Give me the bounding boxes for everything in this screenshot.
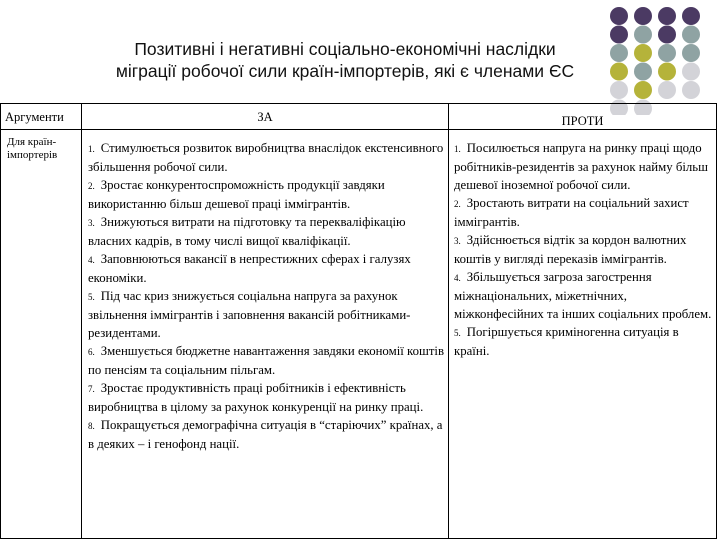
pro-list bbox=[82, 130, 449, 539]
decorative-dot bbox=[682, 63, 700, 81]
list-item-text: Здійснюється відтік за кордон валютних коштів у вигляді переказів іммігрантів. bbox=[454, 233, 687, 266]
list-item bbox=[454, 323, 712, 360]
list-item bbox=[454, 139, 712, 194]
decorative-dot bbox=[610, 44, 628, 62]
list-item-number: 4. bbox=[88, 255, 95, 265]
list-item bbox=[88, 416, 444, 453]
list-item bbox=[88, 250, 444, 287]
decorative-dot bbox=[610, 7, 628, 25]
title-line-1: Позитивні і негативні соціально-економічні наслідки bbox=[134, 39, 556, 59]
list-item-text: Зростає конкурентоспроможність продукції завдяки використанню більш дешевої праці іммігрантів. bbox=[88, 178, 385, 211]
decorative-dot bbox=[634, 63, 652, 81]
list-item bbox=[88, 139, 444, 176]
list-item-number: 3. bbox=[454, 236, 461, 246]
decorative-dot bbox=[682, 26, 700, 44]
list-item-number: 5. bbox=[454, 328, 461, 338]
decorative-dot bbox=[658, 26, 676, 44]
header-arguments: Аргументи bbox=[1, 104, 82, 130]
list-item-text: Збільшується загроза загострення міжнаціональних, міжетнічних, міжконфесійних та інших соціальних проблем. bbox=[454, 270, 712, 321]
decorative-dot bbox=[658, 81, 676, 99]
decorative-dot bbox=[610, 26, 628, 44]
list-item-number: 1. bbox=[88, 144, 95, 154]
row-label: Для країн-імпортерів bbox=[1, 130, 82, 539]
list-item-text: Під час криз знижується соціальна напруга за рахунок звільнення іммігрантів і заповнення вакансій робітниками-резидентами. bbox=[88, 289, 411, 340]
list-item-number: 6. bbox=[88, 347, 95, 357]
list-item-number: 2. bbox=[88, 181, 95, 191]
decorative-dot bbox=[682, 7, 700, 25]
title-line-2: міграції робочої сили країн-імпортерів, які є членами ЄС bbox=[115, 61, 575, 81]
decorative-dot bbox=[658, 63, 676, 81]
list-item bbox=[88, 287, 444, 342]
list-item bbox=[88, 176, 444, 213]
arguments-table bbox=[0, 103, 717, 539]
list-item bbox=[88, 213, 444, 250]
list-item-number: 4. bbox=[454, 273, 461, 283]
list-item-text: Зростають витрати на соціальний захист іммігрантів. bbox=[454, 196, 689, 229]
decorative-dot bbox=[682, 44, 700, 62]
list-item-number: 5. bbox=[88, 292, 95, 302]
decorative-dot bbox=[658, 7, 676, 25]
list-item-text: Покращується демографічна ситуація в “старіючих” країнах, а в деяких – і генофонд нації. bbox=[88, 418, 443, 451]
list-item bbox=[88, 379, 444, 416]
decorative-dot bbox=[634, 7, 652, 25]
header-contra: ПРОТИ bbox=[449, 104, 717, 130]
header-pro: ЗА bbox=[82, 104, 449, 130]
decorative-dot-grid bbox=[606, 0, 720, 115]
contra-list bbox=[449, 130, 717, 539]
list-item bbox=[454, 268, 712, 323]
list-item-text: Знижуються витрати на підготовку та перекваліфікацію власних кадрів, в тому числі вищої кваліфікації. bbox=[88, 215, 406, 248]
list-item-number: 2. bbox=[454, 199, 461, 209]
list-item-text: Погіршується криміногенна ситуація в країні. bbox=[454, 325, 679, 358]
decorative-dot bbox=[610, 81, 628, 99]
list-item-text: Зростає продуктивність праці робітників і ефективність виробництва в цілому за рахунок конкуренції на ринку праці. bbox=[88, 381, 424, 414]
decorative-dot bbox=[634, 81, 652, 99]
decorative-dot bbox=[610, 63, 628, 81]
decorative-dot bbox=[634, 44, 652, 62]
list-item bbox=[454, 231, 712, 268]
slide-title bbox=[40, 38, 650, 82]
table-body-row bbox=[1, 130, 717, 539]
decorative-dot bbox=[658, 44, 676, 62]
list-item-number: 3. bbox=[88, 218, 95, 228]
list-item bbox=[88, 342, 444, 379]
table-header-row bbox=[1, 104, 717, 130]
decorative-dot bbox=[682, 81, 700, 99]
list-item-number: 8. bbox=[88, 421, 95, 431]
list-item-number: 1. bbox=[454, 144, 461, 154]
list-item-text: Зменшується бюджетне навантаження завдяки економії коштів по пенсіям та соціальним пільгам. bbox=[88, 344, 445, 377]
list-item-text: Заповнюються вакансії в непрестижних сферах і галузях економіки. bbox=[88, 252, 411, 285]
list-item-text: Стимулюється розвиток виробництва внаслідок екстенсивного збільшення робочої сили. bbox=[88, 141, 444, 174]
list-item bbox=[454, 194, 712, 231]
list-item-text: Посилюється напруга на ринку праці щодо робітників-резидентів за рахунок найму більш дешевої іноземної робочої сили. bbox=[454, 141, 708, 192]
decorative-dot bbox=[634, 26, 652, 44]
list-item-number: 7. bbox=[88, 384, 95, 394]
